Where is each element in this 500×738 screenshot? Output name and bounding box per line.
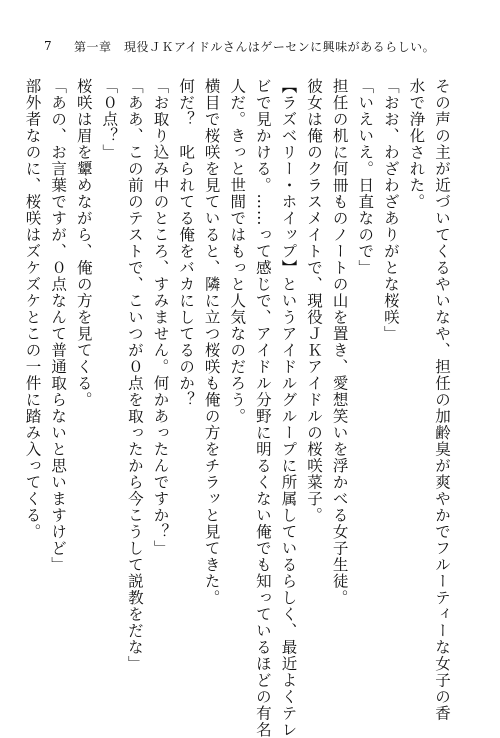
text-line: 横目で桜咲を見ていると、隣に立つ桜咲も俺の方をチラッと見てきた。 [202,78,221,606]
text-line: 部外者なのに、桜咲はズケズケとこの一件に踏み入ってくる。 [23,78,42,540]
text-line: 水で浄化された。 [407,78,426,210]
text-line: 「０点？」 [100,78,119,161]
text-line: その声の主が近づいてくるやいなや、担任の加齢臭が爽やかでフルーティーな女子の香 [433,78,451,722]
text-line: 担任の机に何冊ものノートの山を置き、愛想笑いを浮かべる女子生徒。 [330,78,349,606]
text-line: 「あの、お言葉ですが、０点なんて普通取らないと思いますけど」 [49,78,68,573]
text-line: 何だ？ 叱られてる俺をバカにしてるのか？ [177,78,196,408]
text-line: 「ああ、この前のテストで、こいつが０点を取ったから今こうして説教をだな」 [125,78,144,672]
body-text [23,78,454,738]
text-line: 桜咲は眉を顰めながら、俺の方を見てくる。 [74,78,93,408]
text-line: 人だ。きっと世間ではもっと人気なのだろう。 [228,78,247,425]
text-line: 「いえいえ。日直なので」 [356,78,375,276]
text-line: 【ラズベリー・ホイップ】というアイドルグループに所属しているらしく、最近よくテレ [279,78,298,738]
page-header [44,36,464,56]
running-head: 第一章 現役ＪＫアイドルさんはゲーセンに興味があるらしい。 [74,39,436,54]
page-number: 7 [44,39,53,53]
text-line: 彼女は俺のクラスメイトで、現役ＪＫアイドルの桜咲菜子。 [305,78,324,524]
text-line: 「おお、わざわざありがとな桜咲」 [381,78,400,342]
text-line: 「お取り込み中のところ、すみません。何かあったんですか？」 [151,78,170,557]
text-line: ビで見かける。……って感じで、アイドル分野に明るくない俺でも知っているほどの有名 [253,78,272,738]
